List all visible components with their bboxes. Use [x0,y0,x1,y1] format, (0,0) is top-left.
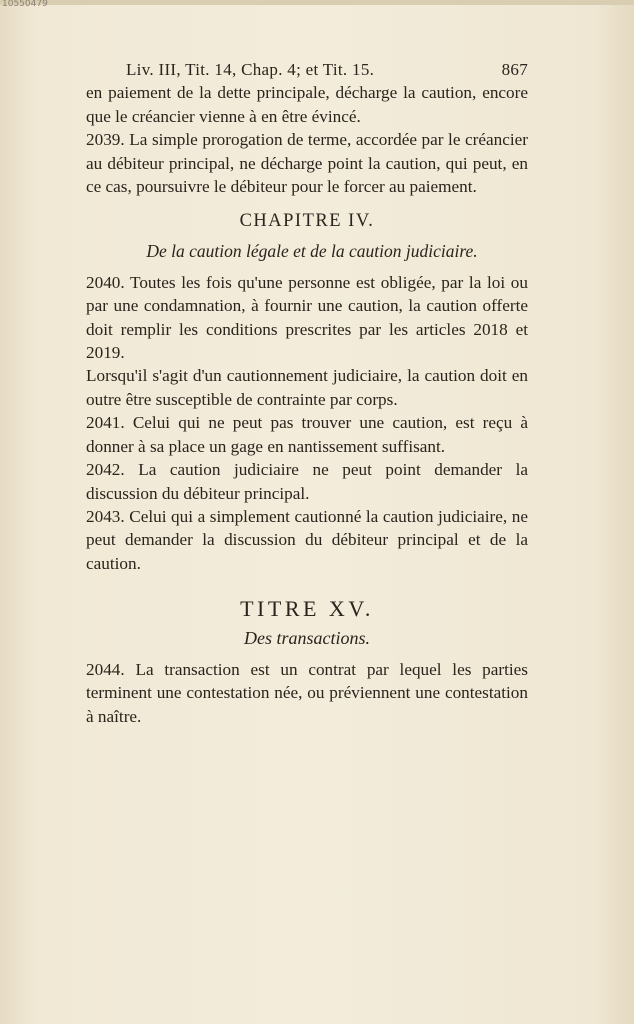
article-2040: 2040. Toutes les fois qu'une personne est obligée, par la loi ou par une condamnation, à fournir une caution, la caution offerte doit remplir les conditions prescrites par les articles 2018 et 2019. [86,272,528,363]
titre-subtitle: Des transactions. [244,627,370,648]
chapter-subtitle: De la caution légale et de la caution judiciaire. [146,240,478,261]
page-number: 867 [501,60,528,79]
titre-heading: TITRE XV. [240,596,374,622]
article-2039: 2039. La simple prorogation de terme, accordée par le créancier au débiteur principal, ne décharge point la caution, qui peut, en ce cas, poursuivre le débiteur pour le forcer au paiement. [86,130,528,197]
scan-id: 10550479 [2,0,48,9]
article-2040-para2: Lorsqu'il s'agit d'un cautionnement judiciaire, la caution doit en outre être susceptible de contrainte par corps. [86,366,528,409]
running-header-title: Liv. III, Tit. 14, Chap. 4; et Tit. 15. [126,60,375,79]
article-2043: 2043. Celui qui a simplement cautionné la caution judiciaire, ne peut demander la discussion du débiteur principal et de la caution. [86,506,528,573]
article-2042: 2042. La caution judiciaire ne peut point demander la discussion du débiteur principal. [86,460,528,503]
article-2044: 2044. La transaction est un contrat par lequel les parties terminent une contestation née, ou préviennent une contestation à naître. [86,659,528,726]
page-top-edge [0,0,634,5]
paragraph-continuation: en paiement de la dette principale, décharge la caution, encore que le créancier vienne à en être évincé. [86,83,528,126]
running-header [126,58,528,81]
article-2041: 2041. Celui qui ne peut pas trouver une caution, est reçu à donner à sa place un gage en nantissement suffisant. [86,413,528,456]
chapter-heading: CHAPITRE IV. [239,211,375,232]
page-text [86,58,528,728]
